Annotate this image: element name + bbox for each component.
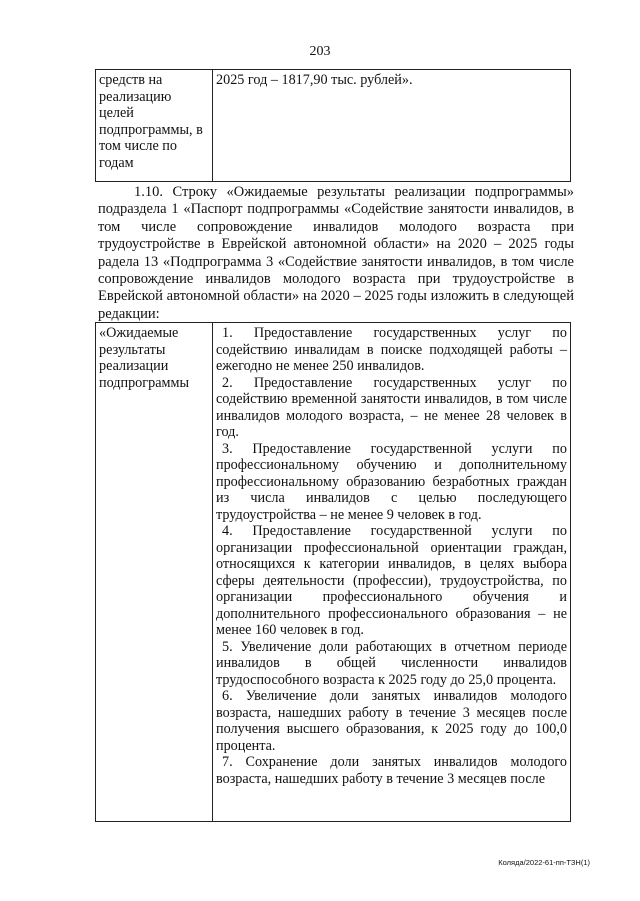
table-cell-label: средств на реализацию целей подпрограммы, в том числе по годам [96, 70, 213, 182]
paragraph-text: 1.10. Строку «Ожидаемые результаты реализации подпрограммы» подраздела 1 «Паспорт подпрограммы «Содействие занятости инвалидов, в том числе сопровождение инвалидов молодого возраста при трудоустройстве в Еврейской автономной области» на 2020 – 2025 годы радела 13 «Подпрограмма 3 «Содействие занятости инвалидов, в том числе сопровождение инвалидов молодого возраста при трудоустройстве в Еврейской автономной области» на 2020 – 2025 годы изложить в следующей редакции: [98, 184, 574, 322]
amendment-paragraph [98, 184, 574, 323]
list-item: 3. Предоставление государственной услуги по профессиональному обучению и дополнительному профессиональному образованию безработных граждан из числа инвалидов с целью последующего трудоустройства – не менее 9 человек в год. [216, 440, 567, 523]
expected-results-table [95, 322, 571, 822]
results-list [213, 323, 571, 822]
list-item: 7. Сохранение доли занятых инвалидов молодого возраста, нашедших работу в течение 3 месяцев после [216, 754, 567, 787]
list-item: 4. Предоставление государственной услуги по организации профессиональной ориентации граждан, относящихся к категории инвалидов, в целях выбора сферы деятельности (профессии), трудоустройства, по организации профессионального обучения и дополнительного профессионального образования – не менее 160 человек в год. [216, 523, 567, 638]
table-row [96, 70, 571, 182]
list-item: 1. Предоставление государственных услуг по содействию инвалидам в поиске подходящей работы – ежегодно не менее 250 инвалидов. [216, 325, 567, 374]
funding-table [95, 69, 571, 182]
list-item: 2. Предоставление государственных услуг по содействию временной занятости инвалидов, в том числе инвалидов молодого возраста, – не менее 28 человек в год. [216, 374, 567, 440]
list-item: 6. Увеличение доли занятых инвалидов молодого возраста, нашедших работу в течение 3 месяцев после получения высшего образования, к 2025 году до 100,0 процента. [216, 688, 567, 754]
table-cell-value: 2025 год – 1817,90 тыс. рублей». [213, 70, 571, 182]
page-number: 203 [309, 44, 331, 59]
table-cell-label: «Ожидаемые результаты реализации подпрограммы [96, 323, 213, 822]
document-code: Коляда/2022-61-пп-ТЗН(1) [498, 858, 590, 867]
list-item: 5. Увеличение доли работающих в отчетном периоде инвалидов в общей численности инвалидов трудоспособного возраста к 2025 году до 25,0 процента. [216, 638, 567, 688]
table-row [96, 323, 571, 822]
